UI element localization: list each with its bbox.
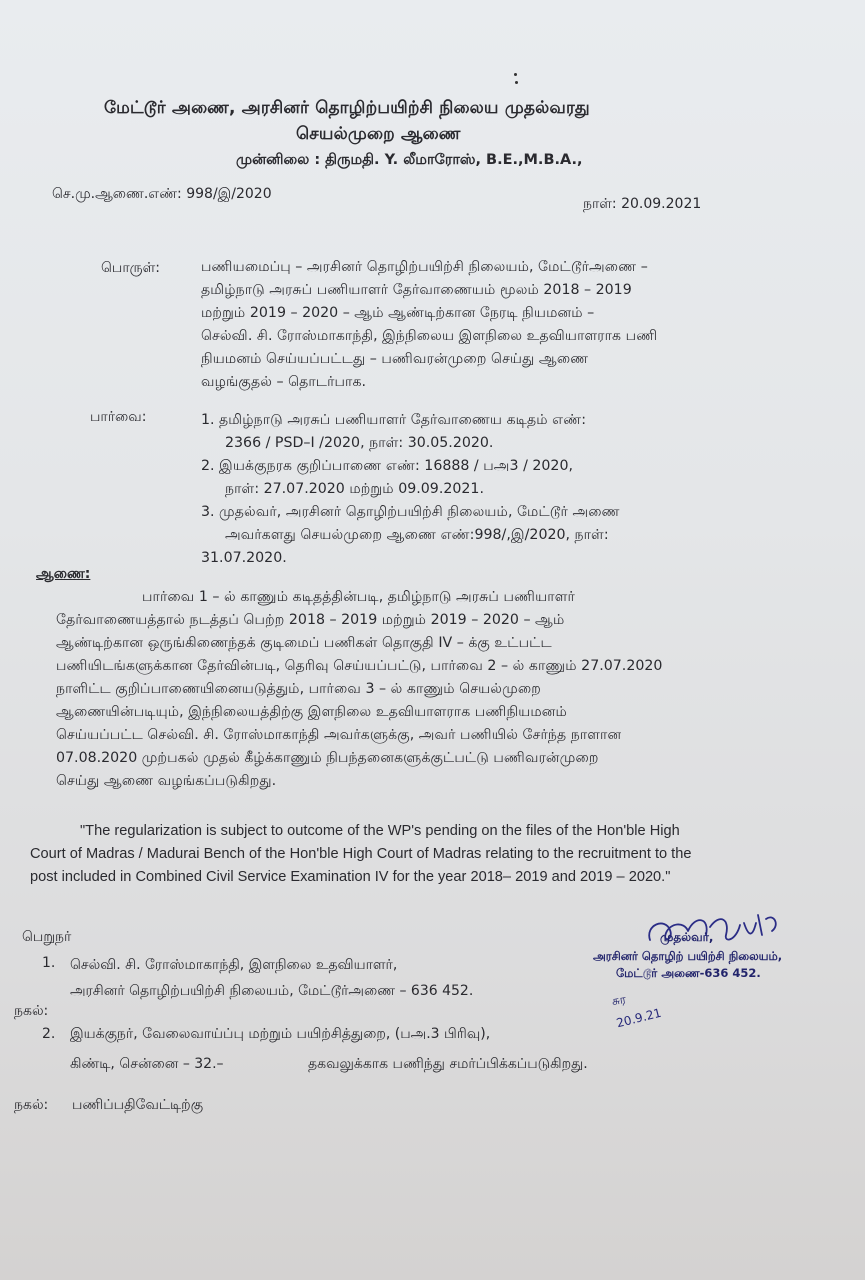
signature-office: அரசினர் தொழிற் பயிற்சி நிலையம், (593, 949, 783, 963)
order-body (56, 586, 746, 793)
reference-item: 3. முதல்வர், அரசினர் தொழிற்பயிற்சி நிலையம், மேட்டூர் அணை (201, 504, 620, 520)
subject-line: தமிழ்நாடு அரசுப் பணியாளர் தேர்வாணையம் மூலம் 2018 – 2019 (201, 282, 632, 298)
clause-line: Court of Madras / Madurai Bench of the Hon'ble High Court of Madras relating to the recruitment to the (30, 846, 692, 862)
recipient-number: 1. (42, 955, 56, 971)
subject-label: பொருள்: (101, 260, 160, 276)
subject-line: வழங்குதல் – தொடர்பாக. (201, 374, 367, 390)
clause-line: post included in Combined Civil Service Examination IV for the year 2018– 2019 and 2019 – 2020." (30, 869, 671, 885)
order-line: நாளிட்ட குறிப்பாணையினையடுத்தும், பார்வை 3 – ல் காணும் செயல்முறை (56, 681, 541, 697)
subject-line: செல்வி. சி. ரோஸ்மாகாந்தி, இந்நிலைய இளநிலை உதவியாளராக பணி (201, 328, 658, 344)
reference-item-cont: அவர்களது செயல்முறை ஆணை எண்:998/,இ/2020, நாள்: (225, 527, 609, 543)
order-line: செய்யப்பட்ட செல்வி. சி. ரோஸ்மாகாந்தி அவர்களுக்கு, அவர் பணியில் சேர்ந்த நாளான (56, 727, 622, 743)
order-line: பார்வை 1 – ல் காணும் கடிதத்தின்படி, தமிழ்நாடு அரசுப் பணியாளர் (142, 589, 575, 605)
copy-service-register: பணிப்பதிவேட்டிற்கு (72, 1097, 204, 1113)
header-presence: முன்னிலை : திருமதி. Y. லீமாரோஸ், B.E.,M.B.A., (236, 152, 583, 168)
reference-item-cont: 2366 / PSD–I /2020, நாள்: 30.05.2020. (225, 435, 494, 451)
subject-text (201, 256, 749, 394)
reference-item-cont: 31.07.2020. (201, 550, 287, 566)
copy-line-1: இயக்குநர், வேலைவாய்ப்பு மற்றும் பயிற்சித்துறை, (பஅ.3 பிரிவு), (70, 1026, 491, 1042)
ink-dot (515, 81, 518, 84)
copy-label: நகல்: (14, 1097, 49, 1113)
references-label: பார்வை: (90, 409, 147, 425)
regularization-clause (30, 820, 755, 889)
header-line-1: மேட்டூர் அணை, அரசினர் தொழிற்பயிற்சி நிலைய முதல்வரது (104, 98, 590, 118)
order-line: ஆண்டிற்கான ஒருங்கிணைந்தக் குடிமைப் பணிகள் தொகுதி IV – க்கு உட்பட்ட (56, 635, 552, 651)
clause-line: "The regularization is subject to outcome of the WP's pending on the files of the Hon'ble High (80, 823, 680, 839)
signature-place: மேட்டூர் அணை-636 452. (616, 966, 761, 980)
order-line: தேர்வாணையத்தால் நடத்தப் பெற்ற 2018 – 2019 மற்றும் 2019 – 2020 – ஆம் (56, 612, 565, 628)
subject-line: பணியமைப்பு – அரசினர் தொழிற்பயிற்சி நிலையம், மேட்டூர்அணை – (201, 259, 648, 275)
subject-line: மற்றும் 2019 – 2020 – ஆம் ஆண்டிற்கான நேரடி நியமனம் – (201, 305, 595, 321)
initial-mark: சுர (610, 991, 627, 1009)
signature-date: 20.9.21 (614, 1005, 663, 1031)
order-line: ஆணையின்படியும், இந்நிலையத்திற்கு இளநிலை உதவியாளராக பணிநியமனம் (56, 704, 567, 720)
order-number: செ.மு.ஆணை.எண்: 998/இ/2020 (52, 186, 272, 202)
reference-item: 1. தமிழ்நாடு அரசுப் பணியாளர் தேர்வாணைய கடிதம் எண்: (201, 412, 587, 428)
order-label: ஆணை: (36, 566, 91, 582)
order-line: பணியிடங்களுக்கான தேர்வின்படி, தெரிவு செய்யப்பட்டு, பார்வை 2 – ல் காணும் 27.07.2020 (56, 658, 663, 674)
order-line: செய்து ஆணை வழங்கப்படுகிறது. (56, 773, 277, 789)
recipient-line-1: செல்வி. சி. ரோஸ்மாகாந்தி, இளநிலை உதவியாளர், (70, 957, 398, 973)
copy-label: நகல்: (14, 1003, 49, 1019)
references-list (201, 409, 756, 570)
recipient-label: பெறுநர் (22, 929, 72, 945)
recipient-line-2: அரசினர் தொழிற்பயிற்சி நிலையம், மேட்டூர்அணை – 636 452. (70, 983, 474, 999)
signature-title: முதல்வர், (660, 930, 714, 944)
reference-item: 2. இயக்குநரக குறிப்பாணை எண்: 16888 / பஅ3 / 2020, (201, 458, 573, 474)
copy-line-2b: தகவலுக்காக பணிந்து சமர்ப்பிக்கப்படுகிறது. (308, 1056, 588, 1072)
subject-line: நியமனம் செய்யப்பட்டது – பணிவரன்முறை செய்து ஆணை (201, 351, 589, 367)
ink-dot (514, 73, 517, 76)
header-line-2: செயல்முறை ஆணை (296, 124, 461, 144)
order-date: நாள்: 20.09.2021 (583, 196, 702, 212)
copy-line-2a: கிண்டி, சென்னை – 32.– (70, 1056, 224, 1072)
order-line: 07.08.2020 முற்பகல் முதல் கீழ்க்காணும் நிபந்தனைகளுக்குட்பட்டு பணிவரன்முறை (56, 750, 599, 766)
reference-item-cont: நாள்: 27.07.2020 மற்றும் 09.09.2021. (225, 481, 484, 497)
copy-number: 2. (42, 1026, 56, 1042)
